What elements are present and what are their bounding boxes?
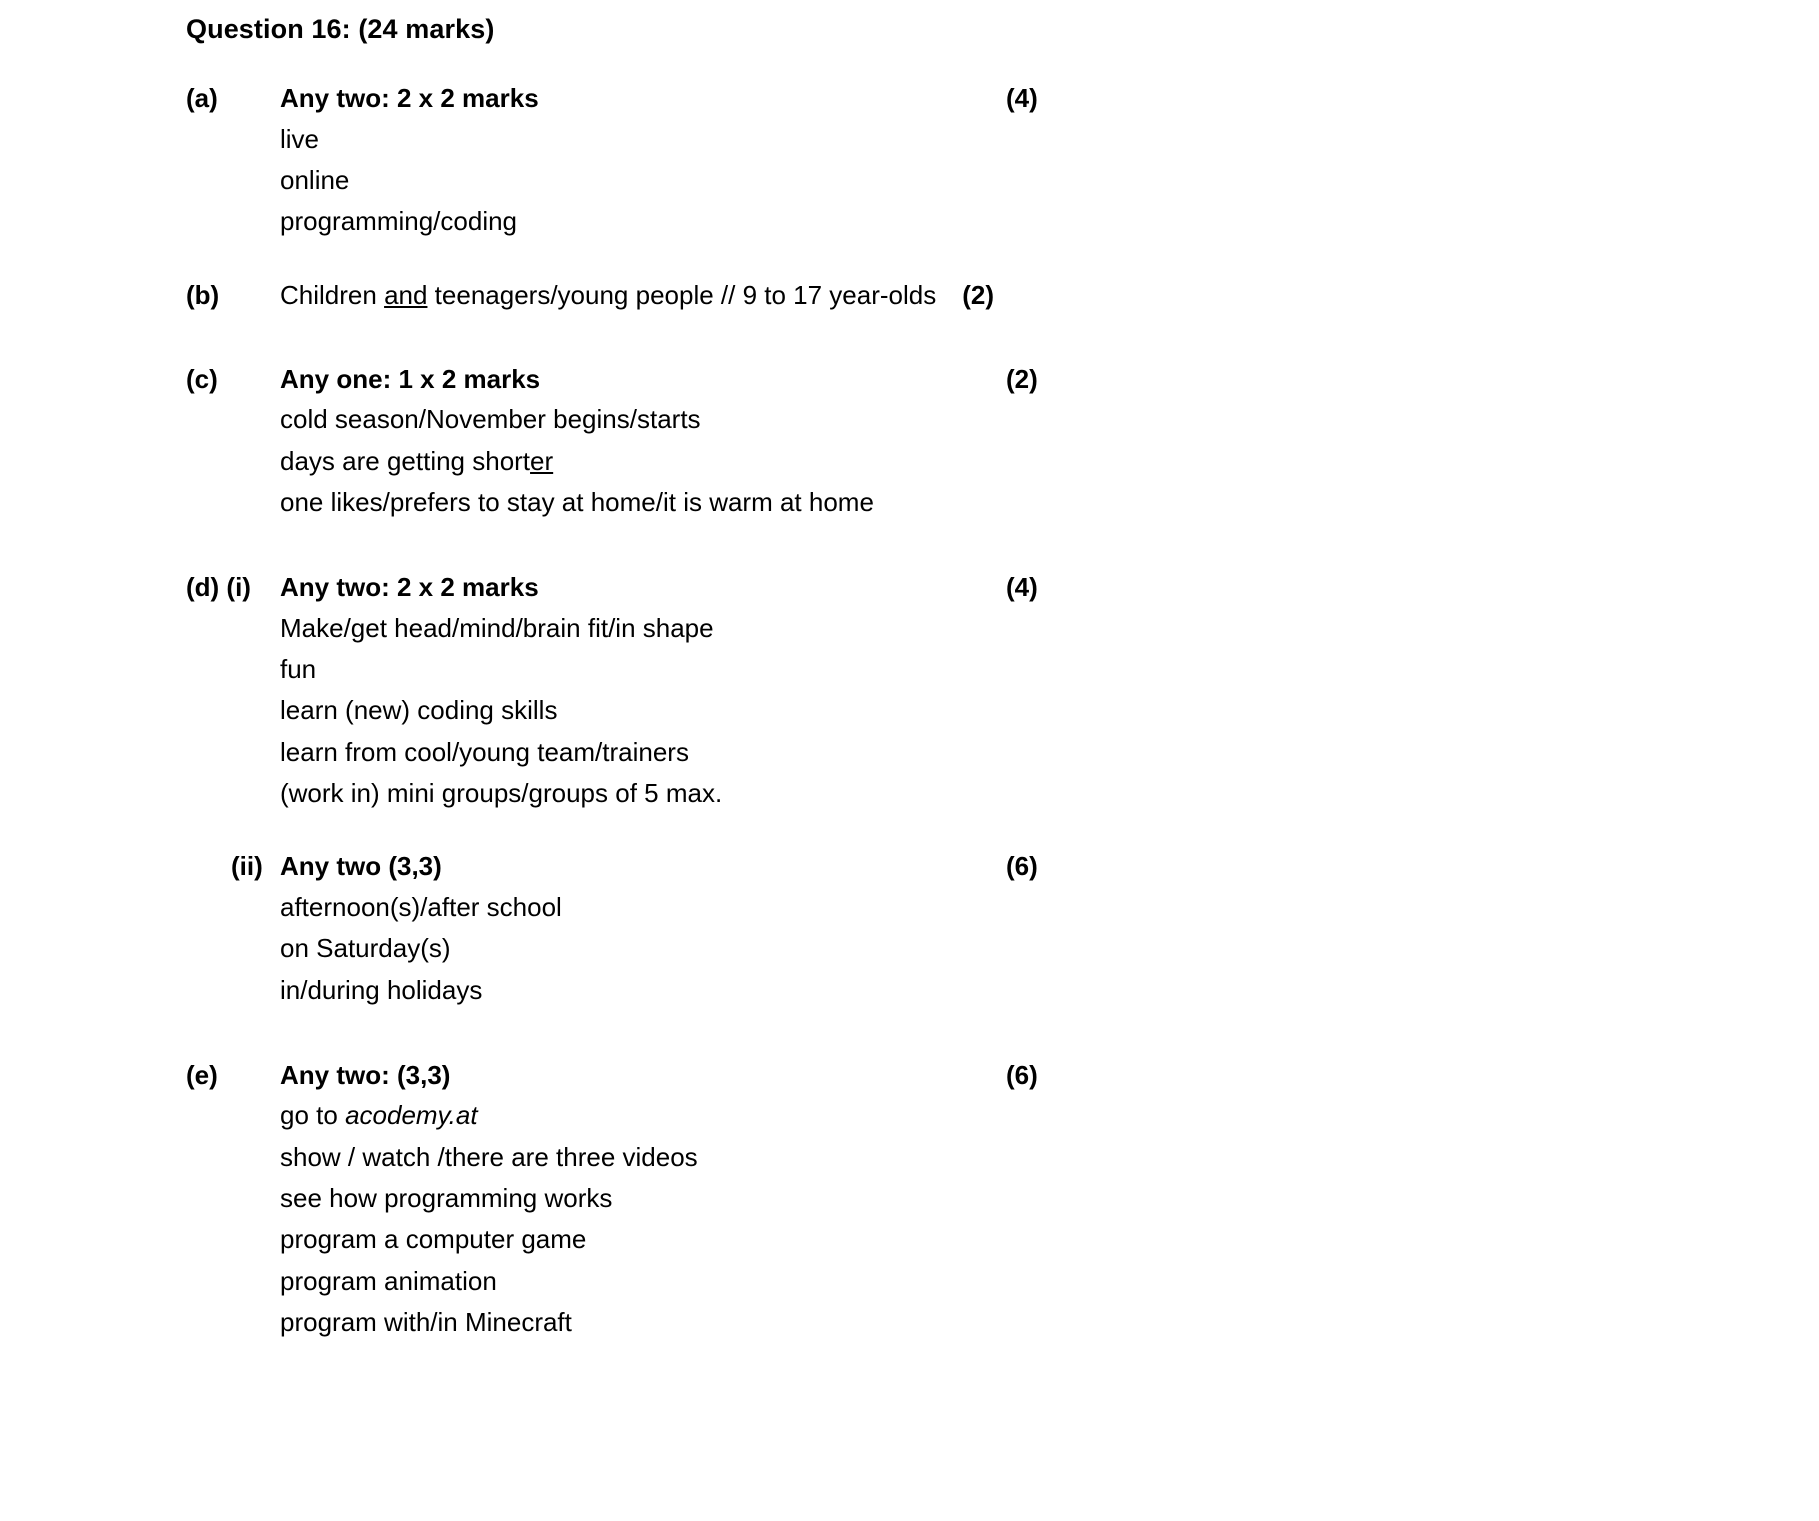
section-d-ii <box>186 846 1746 1010</box>
section-c-heading: Any one: 1 x 2 marks <box>280 363 541 394</box>
list-item: live <box>280 123 320 154</box>
section-a-label: (a) <box>186 83 218 114</box>
section-d-ii-heading-row <box>186 846 1746 886</box>
list-item: Make/get head/mind/brain fit/in shape <box>280 612 714 643</box>
section-e-label: (e) <box>186 1059 218 1090</box>
list-item: learn from cool/young team/trainers <box>280 736 689 767</box>
list-item <box>186 1095 1746 1136</box>
section-e-marks: (6) <box>1006 1059 1038 1090</box>
section-b-text-before: Children <box>280 279 385 310</box>
option-text-before: go to <box>280 1100 346 1131</box>
list-item: fun <box>280 654 317 685</box>
section-b-label: (b) <box>186 279 220 310</box>
section-d-i-heading-row <box>186 567 1746 607</box>
option-text-before: days are getting short <box>280 445 531 476</box>
spacer <box>186 243 1746 275</box>
section-c-heading-row <box>186 359 1746 399</box>
spacer <box>186 315 1746 359</box>
list-item: cold season/November begins/starts <box>280 404 701 435</box>
section-b-underlined-and: and <box>384 279 428 310</box>
section-d-ii-heading: Any two (3,3) <box>280 851 442 882</box>
list-item: in/during holidays <box>280 974 483 1005</box>
section-e-heading-row <box>186 1055 1746 1095</box>
section-c-marks: (2) <box>1006 363 1038 394</box>
section-d-ii-label: (ii) <box>231 851 263 882</box>
list-item: program animation <box>280 1265 497 1296</box>
spacer <box>186 523 1746 567</box>
list-item: online <box>280 164 350 195</box>
list-item: programming/coding <box>280 206 518 237</box>
section-b-marks: (2) <box>962 279 995 310</box>
section-e <box>186 1055 1746 1343</box>
section-a-marks: (4) <box>1006 83 1038 114</box>
list-item: program with/in Minecraft <box>280 1306 572 1337</box>
list-item: (work in) mini groups/groups of 5 max. <box>280 778 723 809</box>
answer-key-sheet <box>186 10 1746 1343</box>
list-item: program a computer game <box>280 1224 587 1255</box>
list-item: learn (new) coding skills <box>280 695 558 726</box>
list-item: show / watch /there are three videos <box>280 1141 698 1172</box>
list-item: one likes/prefers to stay at home/it is warm at home <box>280 487 874 518</box>
option-underlined-er: er <box>530 445 554 476</box>
section-b <box>186 275 1746 315</box>
section-d-ii-options <box>186 887 1746 1011</box>
section-e-options <box>186 1095 1746 1343</box>
section-b-heading <box>280 275 936 315</box>
spacer <box>186 814 1746 846</box>
page-title: Question 16: (24 marks) <box>186 14 495 44</box>
section-b-heading-row <box>186 275 1746 315</box>
list-item: see how programming works <box>280 1182 613 1213</box>
section-d-i-label: (d) (i) <box>186 572 251 603</box>
list-item <box>186 441 1746 482</box>
section-d-i <box>186 567 1746 814</box>
section-d-i-options <box>186 608 1746 815</box>
spacer <box>186 1011 1746 1055</box>
section-b-text-after: teenagers/young people // 9 to 17 year-olds <box>427 279 937 310</box>
section-d-ii-marks: (6) <box>1006 851 1038 882</box>
section-c-options <box>186 399 1746 523</box>
list-item: on Saturday(s) <box>280 933 451 964</box>
section-d-i-marks: (4) <box>1006 572 1038 603</box>
section-c <box>186 359 1746 523</box>
section-e-heading: Any two: (3,3) <box>280 1059 451 1090</box>
section-a-heading: Any two: 2 x 2 marks <box>280 83 539 114</box>
section-a <box>186 78 1746 242</box>
section-c-label: (c) <box>186 363 218 394</box>
section-a-heading-row <box>186 78 1746 118</box>
list-item: afternoon(s)/after school <box>280 891 562 922</box>
section-a-options <box>186 119 1746 243</box>
option-italic-site: acodemy.at <box>345 1100 478 1131</box>
section-d-i-heading: Any two: 2 x 2 marks <box>280 572 539 603</box>
